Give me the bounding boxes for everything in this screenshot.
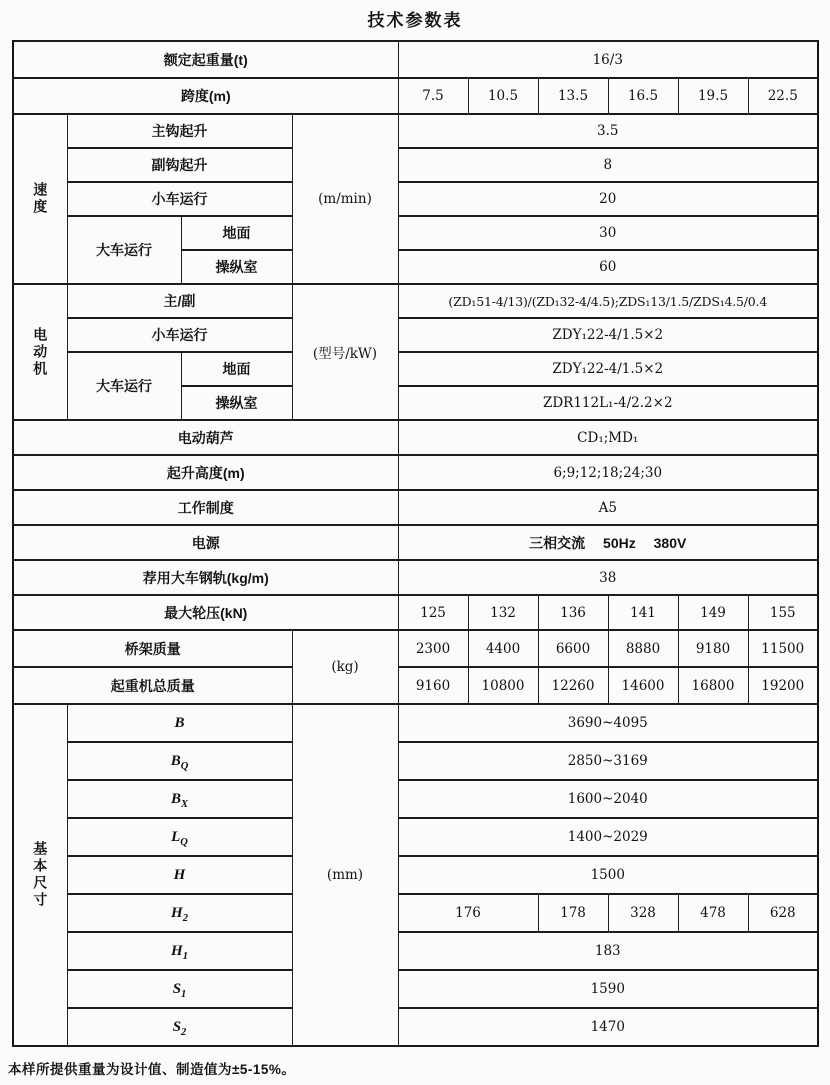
duty-class-value: A5: [398, 490, 818, 525]
span-value: 19.5: [678, 78, 748, 114]
table-row: [13, 216, 818, 250]
row-label-dim-H1: [67, 932, 292, 970]
total-mass-value: 12260: [538, 667, 608, 704]
footnote: 本样所提供重量为设计值、制造值为±5-15%。: [8, 1062, 296, 1077]
span-value: 10.5: [468, 78, 538, 114]
rail-value: 38: [398, 560, 818, 595]
table-row: [13, 41, 818, 78]
row-label-lift-height: 起升高度(m): [13, 455, 398, 490]
bridge-mass-value: 4400: [468, 630, 538, 667]
total-mass-value: 16800: [678, 667, 748, 704]
total-mass-value: 10800: [468, 667, 538, 704]
table-row: [13, 856, 818, 894]
bridge-mass-value: 6600: [538, 630, 608, 667]
table-row: [13, 667, 818, 704]
dim-H2-value: 178: [538, 894, 608, 932]
motor-unit: (型号/kW): [292, 284, 398, 420]
row-label-dim-BX: [67, 780, 292, 818]
dim-symbol: B: [170, 790, 181, 807]
table-row: [13, 114, 818, 148]
table-row: [13, 455, 818, 490]
lift-height-value: 6;9;12;18;24;30: [398, 455, 818, 490]
dim-subscript: 2: [181, 1026, 187, 1038]
dim-H2-value: 328: [608, 894, 678, 932]
main-hoist-speed-value: 3.5: [398, 114, 818, 148]
wheel-load-value: 132: [468, 595, 538, 630]
crane-cab-speed-value: 60: [398, 250, 818, 284]
dim-symbol: H: [171, 942, 183, 959]
span-value: 22.5: [748, 78, 818, 114]
dimensions-unit: (mm): [292, 704, 398, 1046]
row-label-span: 跨度(m): [13, 78, 398, 114]
row-label-wheel-load: 最大轮压(kN): [13, 595, 398, 630]
bridge-mass-value: 9180: [678, 630, 748, 667]
table-row: [13, 352, 818, 386]
dim-H2-value: 628: [748, 894, 818, 932]
row-label-trolley-speed: 小车运行: [67, 182, 292, 216]
table-row: [13, 970, 818, 1008]
trolley-motor-value: ZDY₁22-4/1.5×2: [398, 318, 818, 352]
row-label-crane-ground-speed: 地面: [181, 216, 292, 250]
row-label-dim-S2: [67, 1008, 292, 1046]
table-row: [13, 560, 818, 595]
group-label-crane-travel-motor: 大车运行: [67, 352, 181, 420]
dim-symbol: S: [172, 1018, 182, 1035]
row-label-duty-class: 工作制度: [13, 490, 398, 525]
power-supply-value: 三相交流 50Hz 380V: [398, 525, 818, 560]
table-row: [13, 932, 818, 970]
table-row: [13, 525, 818, 560]
row-label-rated-capacity: 额定起重量(t): [13, 41, 398, 78]
row-label-crane-cab-motor: 操纵室: [181, 386, 292, 420]
dim-S1-value: 1590: [398, 970, 818, 1008]
dim-BQ-value: 2850~3169: [398, 742, 818, 780]
dim-symbol: B: [170, 752, 181, 769]
dim-LQ-value: 1400~2029: [398, 818, 818, 856]
dim-BX-value: 1600~2040: [398, 780, 818, 818]
total-mass-value: 14600: [608, 667, 678, 704]
span-value: 16.5: [608, 78, 678, 114]
bridge-mass-value: 8880: [608, 630, 678, 667]
wheel-load-value: 125: [398, 595, 468, 630]
electric-hoist-value: CD₁;MD₁: [398, 420, 818, 455]
page-title: 技术参数表: [367, 11, 463, 30]
mass-unit: (kg): [292, 630, 398, 704]
table-row: [13, 780, 818, 818]
table-row: [13, 704, 818, 742]
span-value: 13.5: [538, 78, 608, 114]
row-label-dim-H: [67, 856, 292, 894]
spec-table: [12, 40, 819, 1047]
row-label-rail: 荐用大车钢轨(kg/m): [13, 560, 398, 595]
dim-subscript: 1: [181, 988, 187, 1000]
aux-hoist-speed-value: 8: [398, 148, 818, 182]
table-row: [13, 318, 818, 352]
speed-unit: (m/min): [292, 114, 398, 284]
table-row: [13, 1008, 818, 1046]
table-row: [13, 182, 818, 216]
dim-symbol: H: [171, 904, 183, 921]
table-row: [13, 894, 818, 932]
table-row: [13, 420, 818, 455]
crane-ground-speed-value: 30: [398, 216, 818, 250]
crane-cab-motor-value: ZDR112L₁-4/2.2×2: [398, 386, 818, 420]
dim-H2-value: 478: [678, 894, 748, 932]
dim-subscript: 1: [182, 950, 188, 962]
row-label-dim-LQ: [67, 818, 292, 856]
row-label-dim-H2: [67, 894, 292, 932]
span-value: 7.5: [398, 78, 468, 114]
row-label-total-mass: 起重机总质量: [13, 667, 292, 704]
row-label-dim-B: [67, 704, 292, 742]
row-label-trolley-motor: 小车运行: [67, 318, 292, 352]
group-label-crane-travel-speed: 大车运行: [67, 216, 181, 284]
crane-ground-motor-value: ZDY₁22-4/1.5×2: [398, 352, 818, 386]
wheel-load-value: 136: [538, 595, 608, 630]
trolley-speed-value: 20: [398, 182, 818, 216]
group-label-motor: 电动机: [13, 284, 67, 420]
total-mass-value: 9160: [398, 667, 468, 704]
row-label-power-supply: 电源: [13, 525, 398, 560]
table-row: [13, 742, 818, 780]
dim-symbol: B: [174, 714, 185, 731]
table-row: [13, 490, 818, 525]
wheel-load-value: 149: [678, 595, 748, 630]
dim-B-value: 3690~4095: [398, 704, 818, 742]
row-label-dim-BQ: [67, 742, 292, 780]
table-row: [13, 78, 818, 114]
row-label-crane-ground-motor: 地面: [181, 352, 292, 386]
dim-S2-value: 1470: [398, 1008, 818, 1046]
row-label-electric-hoist: 电动葫芦: [13, 420, 398, 455]
table-row: [13, 148, 818, 182]
row-label-main-aux-motor: 主/副: [67, 284, 292, 318]
rated-capacity-value: 16/3: [398, 41, 818, 78]
dim-subscript: X: [181, 798, 189, 810]
group-label-dimensions: 基本尺寸: [13, 704, 67, 1046]
bridge-mass-value: 11500: [748, 630, 818, 667]
main-aux-motor-value: (ZD₁51-4/13)/(ZD₁32-4/4.5);ZDS₁13/1.5/ZDS₁4.5/0.4: [398, 284, 818, 318]
dim-subscript: 2: [182, 912, 188, 924]
bridge-mass-value: 2300: [398, 630, 468, 667]
row-label-bridge-mass: 桥架质量: [13, 630, 292, 667]
wheel-load-value: 155: [748, 595, 818, 630]
dim-H2-value: 176: [398, 894, 538, 932]
dim-symbol: L: [171, 828, 181, 845]
dim-H-value: 1500: [398, 856, 818, 894]
row-label-crane-cab-speed: 操纵室: [181, 250, 292, 284]
table-row: [13, 284, 818, 318]
dim-symbol: H: [173, 866, 186, 883]
dim-subscript: Q: [180, 760, 189, 772]
table-row: [13, 595, 818, 630]
row-label-main-hoist-speed: 主钩起升: [67, 114, 292, 148]
dim-symbol: S: [172, 980, 182, 997]
table-row: [13, 630, 818, 667]
wheel-load-value: 141: [608, 595, 678, 630]
total-mass-value: 19200: [748, 667, 818, 704]
dim-subscript: Q: [180, 836, 188, 848]
dim-H1-value: 183: [398, 932, 818, 970]
row-label-dim-S1: [67, 970, 292, 1008]
row-label-aux-hoist-speed: 副钩起升: [67, 148, 292, 182]
group-label-speed: 速度: [13, 114, 67, 284]
table-row: [13, 818, 818, 856]
